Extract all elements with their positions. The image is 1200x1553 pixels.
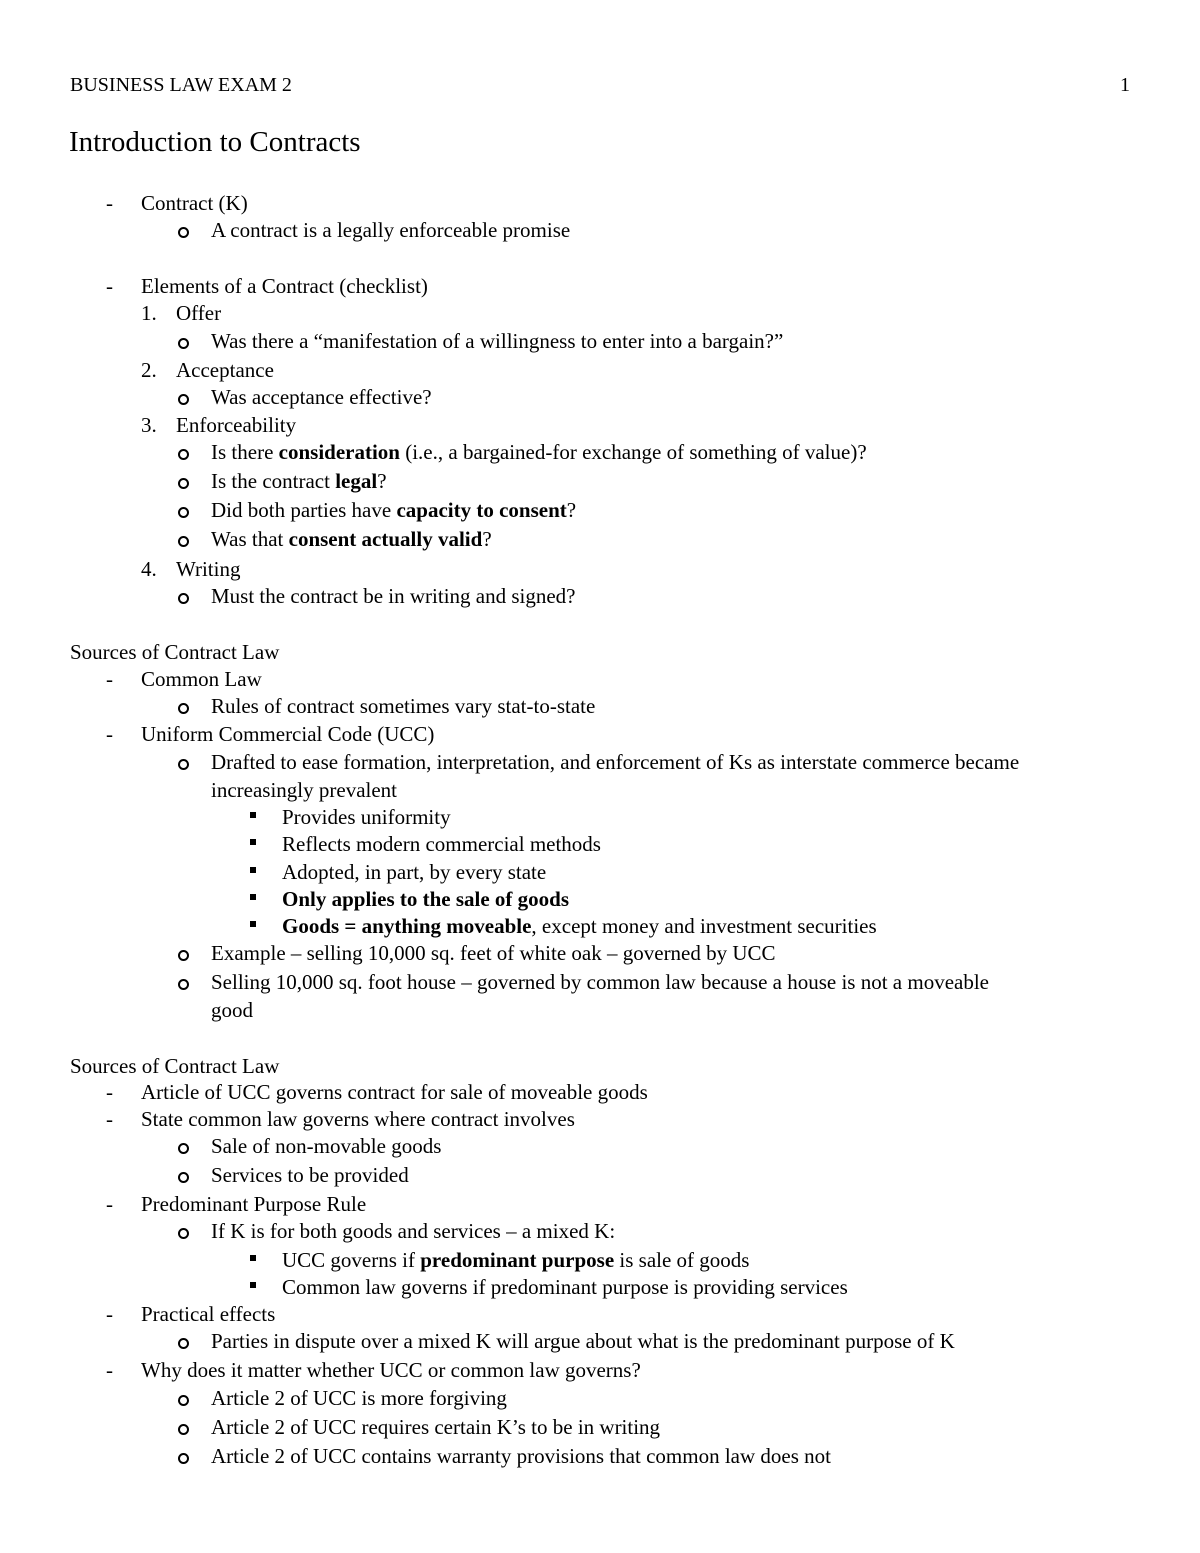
list-item-bold: Only applies to the sale of goods	[282, 887, 570, 911]
bullet-dash: -	[106, 1302, 113, 1326]
list-item: Elements of a Contract (checklist)	[141, 274, 428, 298]
list-item: Was there a “manifestation of a willingness to enter into a bargain?”	[211, 329, 784, 353]
circle-bullet-icon	[178, 593, 189, 604]
list-item: Offer	[176, 301, 222, 325]
circle-bullet-icon	[178, 979, 189, 990]
list-item: Rules of contract sometimes vary stat-to-state	[211, 694, 596, 718]
list-item: Article 2 of UCC contains warranty provisions that common law does not	[211, 1444, 831, 1468]
square-bullet-icon	[250, 921, 256, 927]
circle-bullet-icon	[178, 1395, 189, 1406]
list-item: Provides uniformity	[282, 805, 451, 829]
document-title: Introduction to Contracts	[69, 126, 361, 158]
circle-bullet-icon	[178, 703, 189, 714]
list-item: Enforceability	[176, 413, 297, 437]
bold-term: consent actually valid	[288, 527, 483, 551]
list-item: If K is for both goods and services – a mixed K:	[211, 1219, 616, 1243]
circle-bullet-icon	[178, 759, 189, 770]
page-header	[70, 74, 1130, 102]
list-item: Sale of non-movable goods	[211, 1134, 442, 1158]
list-item: Was acceptance effective?	[211, 385, 432, 409]
list-item: Is there consideration (i.e., a bargained-for exchange of something of value)?	[211, 440, 867, 464]
circle-bullet-icon	[178, 394, 189, 405]
square-bullet-icon	[250, 1255, 256, 1261]
circle-bullet-icon	[178, 536, 189, 547]
list-item: Example – selling 10,000 sq. feet of white oak – governed by UCC	[211, 941, 776, 965]
circle-bullet-icon	[178, 1338, 189, 1349]
list-item: Adopted, in part, by every state	[282, 860, 547, 884]
bullet-dash: -	[106, 1107, 113, 1131]
circle-bullet-icon	[178, 1172, 189, 1183]
list-item: Acceptance	[176, 358, 274, 382]
list-number: 2.	[141, 358, 157, 382]
list-item: Selling 10,000 sq. foot house – governed by common law because a house is not a moveable	[211, 970, 990, 994]
bullet-dash: -	[106, 1192, 113, 1216]
bold-term: predominant purpose	[420, 1248, 615, 1272]
list-item: Common law governs if predominant purpose is providing services	[282, 1275, 848, 1299]
list-item: Practical effects	[141, 1302, 276, 1326]
list-item: Contract (K)	[141, 191, 248, 215]
list-number: 3.	[141, 413, 157, 437]
list-item: Is the contract legal?	[211, 469, 387, 493]
list-item-continuation: increasingly prevalent	[211, 778, 398, 802]
list-item: Article 2 of UCC requires certain K’s to be in writing	[211, 1415, 661, 1439]
list-item: Goods = anything moveable, except money and investment securities	[282, 914, 877, 938]
list-item-continuation: good	[211, 998, 253, 1022]
list-item: Was that consent actually valid?	[211, 527, 492, 551]
list-item: Article 2 of UCC is more forgiving	[211, 1386, 507, 1410]
bold-term: legal	[335, 469, 378, 493]
list-item: Drafted to ease formation, interpretation, and enforcement of Ks as interstate commerce became	[211, 750, 1020, 774]
section-heading: Sources of Contract Law	[70, 640, 280, 664]
bullet-dash: -	[106, 1358, 113, 1382]
list-item: Common Law	[141, 667, 262, 691]
list-item: Article of UCC governs contract for sale of moveable goods	[141, 1080, 648, 1104]
list-number: 4.	[141, 557, 157, 581]
bullet-dash: -	[106, 667, 113, 691]
circle-bullet-icon	[178, 1453, 189, 1464]
list-number: 1.	[141, 301, 157, 325]
square-bullet-icon	[250, 894, 256, 900]
bold-term: capacity to consent	[396, 498, 567, 522]
bullet-dash: -	[106, 1080, 113, 1104]
list-item: UCC governs if predominant purpose is sale of goods	[282, 1248, 750, 1272]
square-bullet-icon	[250, 1282, 256, 1288]
list-item: Parties in dispute over a mixed K will argue about what is the predominant purpose of K	[211, 1329, 955, 1353]
circle-bullet-icon	[178, 449, 189, 460]
bullet-dash: -	[106, 722, 113, 746]
page-number: 1	[1120, 74, 1130, 96]
bullet-dash: -	[106, 274, 113, 298]
list-item: Uniform Commercial Code (UCC)	[141, 722, 435, 746]
bold-term: consideration	[278, 440, 400, 464]
circle-bullet-icon	[178, 338, 189, 349]
circle-bullet-icon	[178, 1143, 189, 1154]
circle-bullet-icon	[178, 950, 189, 961]
list-item: A contract is a legally enforceable promise	[211, 218, 571, 242]
list-item: Services to be provided	[211, 1163, 409, 1187]
square-bullet-icon	[250, 812, 256, 818]
square-bullet-icon	[250, 867, 256, 873]
circle-bullet-icon	[178, 227, 189, 238]
list-item: Predominant Purpose Rule	[141, 1192, 367, 1216]
circle-bullet-icon	[178, 507, 189, 518]
list-item: Why does it matter whether UCC or common law governs?	[141, 1358, 641, 1382]
square-bullet-icon	[250, 839, 256, 845]
section-heading: Sources of Contract Law	[70, 1054, 280, 1078]
circle-bullet-icon	[178, 1228, 189, 1239]
list-item: Reflects modern commercial methods	[282, 832, 601, 856]
list-item: Did both parties have capacity to consent?	[211, 498, 577, 522]
list-item: State common law governs where contract involves	[141, 1107, 575, 1131]
bullet-dash: -	[106, 191, 113, 215]
list-item: Writing	[176, 557, 241, 581]
bold-term: Goods = anything moveable	[282, 914, 532, 938]
list-item: Must the contract be in writing and signed?	[211, 584, 576, 608]
circle-bullet-icon	[178, 1424, 189, 1435]
circle-bullet-icon	[178, 478, 189, 489]
header-title: BUSINESS LAW EXAM 2	[70, 74, 292, 96]
